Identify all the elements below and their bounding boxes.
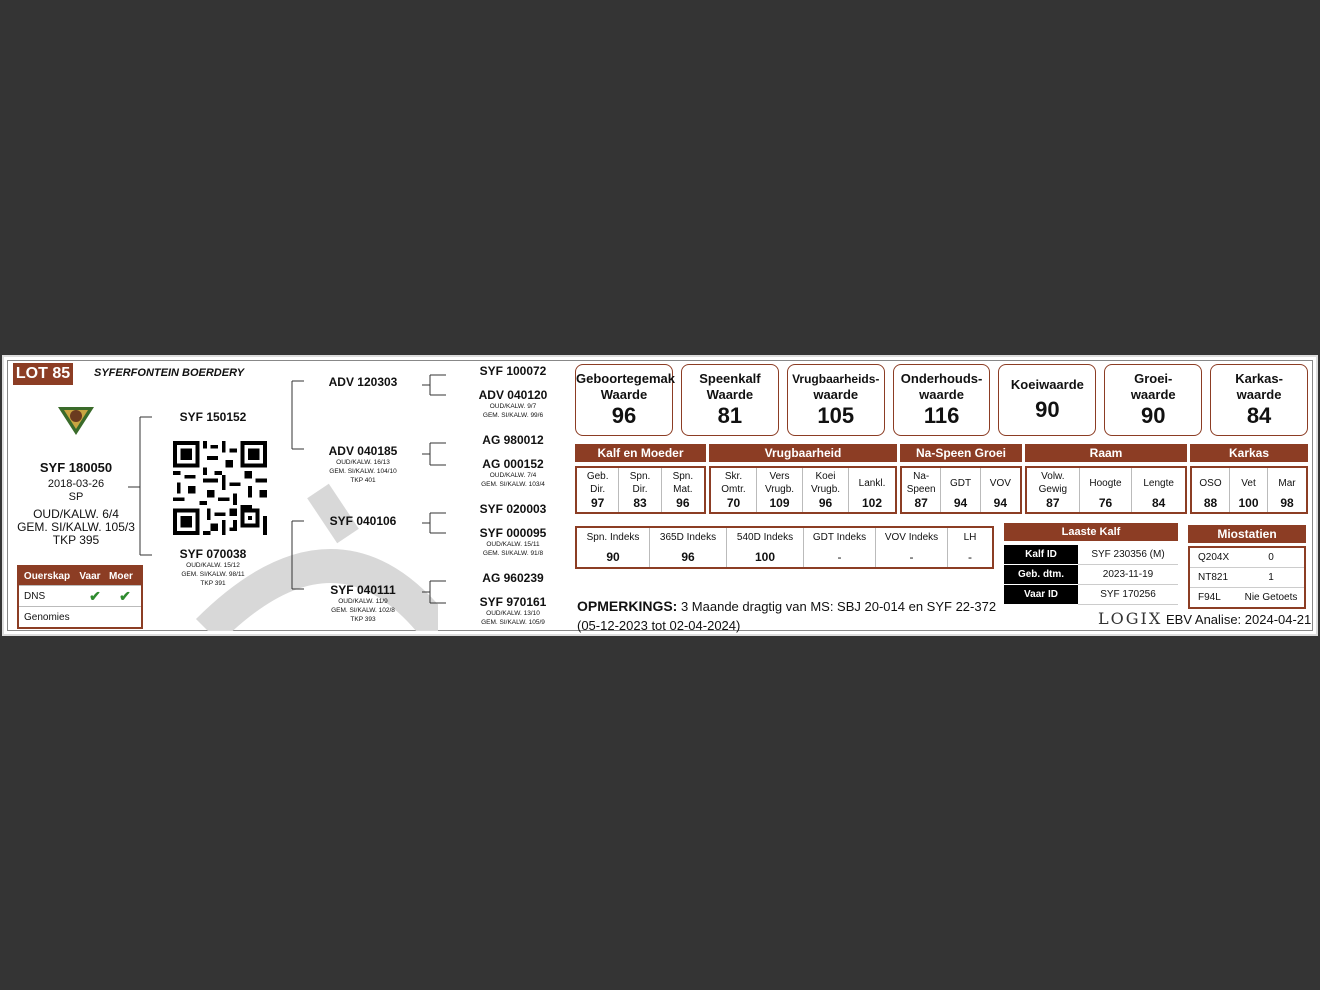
- myostatin-value: 1: [1268, 572, 1274, 583]
- ebv-cell: [711, 468, 757, 512]
- ebv-group-karkas: [1190, 466, 1308, 514]
- value-subtitle: waarde: [1130, 387, 1176, 402]
- ebv-value: 84: [1151, 496, 1166, 510]
- value-box-onderhoud: [893, 364, 991, 436]
- myostatin-key: NT821: [1198, 572, 1229, 583]
- ssd-gem: GEM. SI/KALW. 99/6: [482, 412, 544, 419]
- ebv-value: 96: [818, 496, 833, 510]
- index-cell: [876, 528, 948, 567]
- myostatin-title: Miostatien: [1188, 525, 1306, 543]
- ebv-cell: [941, 468, 980, 512]
- ebv-analysis-date: EBV Analise: 2024-04-21: [1166, 612, 1312, 627]
- dns-label: DNS: [24, 590, 46, 602]
- ebv-value: 70: [726, 496, 741, 510]
- index-value: -: [909, 550, 914, 564]
- ownership-header: [19, 567, 141, 585]
- ebv-value: 100: [1238, 496, 1259, 510]
- value-box-vrugbaarheid: [787, 364, 885, 436]
- dss-id: SYF 020003: [479, 502, 547, 516]
- dam-id: SYF 070038: [179, 547, 247, 561]
- sds-id: AG 980012: [482, 433, 544, 447]
- ebv-value: 96: [676, 496, 690, 510]
- genomies-label: Genomies: [24, 611, 70, 623]
- lot-badge: LOT 85: [13, 363, 73, 385]
- index-label: 365D Indeks: [659, 532, 717, 543]
- value-box-karkas: [1210, 364, 1308, 436]
- value-boxes: [575, 364, 1308, 436]
- value-number: 105: [817, 403, 855, 428]
- ds-id: SYF 040106: [329, 514, 397, 528]
- dds-id: AG 960239: [482, 571, 544, 585]
- ebv-label: Geb.: [586, 471, 609, 482]
- value-subtitle: Waarde: [600, 387, 648, 402]
- index-value: -: [968, 550, 972, 564]
- ebv-label: Vers: [769, 471, 790, 482]
- logix-logo: LOGIX: [1098, 609, 1163, 628]
- index-cell: [804, 528, 876, 567]
- ebv-label: GDT: [949, 478, 972, 489]
- value-title: Vrugbaarheids-: [792, 372, 880, 386]
- dam-block: [158, 547, 268, 588]
- last-calf-row: [1004, 565, 1178, 585]
- dd-id: SYF 040111: [330, 583, 396, 597]
- index-value: 90: [606, 550, 620, 564]
- sdd-id: AG 000152: [482, 457, 544, 471]
- breed-code: SP: [68, 491, 84, 503]
- dd-oud-kalw: OUD/KALW. 11/9: [338, 598, 388, 605]
- ebv-label2: Speen: [906, 483, 936, 495]
- ebv-cell: [1132, 468, 1185, 512]
- value-number: 90: [1035, 397, 1060, 422]
- ebv-cell: [1080, 468, 1133, 512]
- sd-gem: GEM. SI/KALW. 104/10: [329, 468, 397, 475]
- ebv-value: 109: [769, 496, 790, 510]
- value-title: Karkas-: [1235, 371, 1283, 386]
- ebv-label: Lengte: [1143, 478, 1174, 489]
- last-calf-value: 2023-11-19: [1078, 565, 1178, 585]
- last-calf-value: SYF 170256: [1078, 585, 1178, 605]
- sdd-oud-kalw: OUD/KALW. 7/4: [489, 472, 537, 479]
- ebv-value: 94: [953, 496, 968, 510]
- ss-id: ADV 120303: [328, 375, 398, 389]
- ebv-label2: Gewig: [1038, 483, 1068, 495]
- oud-kalw: OUD/KALW. 6/4: [33, 507, 119, 521]
- ebv-cell: [1027, 468, 1080, 512]
- dd-tkp: TKP 393: [350, 616, 376, 623]
- ebv-label2: Vrugb.: [810, 483, 841, 495]
- ebv-label2: Omtr.: [721, 483, 746, 495]
- ebv-value: 76: [1098, 496, 1113, 510]
- ebv-label: Volw.: [1041, 471, 1065, 482]
- dsd-gem: GEM. SI/KALW. 91/8: [482, 550, 544, 557]
- section-vrugbaarheid: Vrugbaarheid: [709, 444, 897, 462]
- ddd-block: [463, 595, 563, 627]
- index-table: [575, 526, 994, 569]
- ebv-value: 83: [633, 496, 647, 510]
- ebv-group-vrugbaarheid: [709, 466, 897, 514]
- ddd-id: SYF 970161: [479, 595, 547, 609]
- section-raam: Raam: [1025, 444, 1187, 462]
- last-calf-row: [1004, 585, 1178, 605]
- ebv-label: Mar: [1278, 478, 1296, 489]
- last-calf-value: SYF 230356 (M): [1078, 545, 1178, 565]
- myostatin-row: [1190, 568, 1304, 588]
- animal-id: SYF 180050: [39, 460, 113, 475]
- moer-label: Moer: [109, 570, 133, 582]
- ebv-cell: [1230, 468, 1268, 512]
- value-box-koeiwaarde: [998, 364, 1096, 436]
- ddd-oud-kalw: OUD/KALW. 13/10: [486, 610, 540, 617]
- ebv-label: Lankl.: [858, 478, 886, 489]
- myostatin-row: [1190, 588, 1304, 607]
- index-value: 96: [681, 550, 695, 564]
- sd-oud-kalw: OUD/KALW. 16/13: [336, 459, 390, 466]
- ebv-value: 94: [993, 496, 1008, 510]
- dsd-oud-kalw: OUD/KALW. 15/11: [486, 541, 540, 548]
- ssd-oud-kalw: OUD/KALW. 9/7: [489, 403, 537, 410]
- myostatin-value: 0: [1268, 552, 1274, 563]
- myostatin-row: [1190, 548, 1304, 568]
- value-title: Speenkalf: [699, 371, 761, 386]
- sire-id: SYF 150152: [179, 410, 247, 424]
- section-karkas: Karkas: [1190, 444, 1308, 462]
- myostatin-key: F94L: [1198, 592, 1221, 603]
- animal-info: [16, 461, 136, 547]
- ebv-value: 102: [861, 496, 883, 510]
- moer-check-icon: ✔: [119, 587, 131, 604]
- ebv-label: OSO: [1199, 478, 1222, 489]
- ebv-label2: Mat.: [673, 483, 693, 495]
- value-number: 90: [1140, 403, 1166, 428]
- ebv-label: Skr.: [724, 471, 743, 482]
- birth-date: 2018-03-26: [47, 478, 105, 490]
- ebv-value: 97: [590, 496, 605, 510]
- card-inner: [7, 360, 1313, 631]
- ebv-label2: Dir.: [590, 483, 606, 495]
- tkp: TKP 395: [52, 533, 100, 547]
- last-calf-row: [1004, 545, 1178, 565]
- index-cell: [577, 528, 650, 567]
- remarks: [577, 597, 997, 635]
- ebv-value: 87: [914, 496, 928, 510]
- myostatin-value: Nie Getoets: [1244, 592, 1298, 603]
- myostatin-key: Q204X: [1198, 552, 1230, 563]
- dam-oud-kalw: OUD/KALW. 15/12: [186, 562, 240, 569]
- value-box-geboortegemak: [575, 364, 673, 436]
- ddd-gem: GEM. SI/KALW. 105/9: [481, 619, 545, 626]
- sd-id: ADV 040185: [328, 444, 398, 458]
- value-box-speenkalf: [681, 364, 779, 436]
- ebv-label: Spn.: [629, 471, 651, 482]
- dsd-id: SYF 000095: [479, 526, 547, 540]
- breeder-logo-icon: [56, 401, 96, 439]
- ebv-label: Koei: [815, 471, 836, 482]
- index-value: 100: [754, 550, 776, 564]
- sdd-block: [463, 457, 563, 489]
- ebv-cell: [662, 468, 704, 512]
- ebv-label: VOV: [989, 478, 1011, 489]
- ebv-value: 88: [1203, 496, 1218, 510]
- ebv-cell: [1192, 468, 1230, 512]
- ebv-label2: Dir.: [632, 483, 648, 495]
- remarks-text: 3 Maande dragtig van MS: SBJ 20-014 en SYF 22-372 (05-12-2023 tot 02-04-2024): [577, 599, 997, 633]
- value-number: 81: [717, 403, 743, 428]
- last-calf-key: Kalf ID: [1004, 545, 1078, 564]
- index-label: GDT Indeks: [812, 532, 867, 543]
- index-label: VOV Indeks: [884, 532, 939, 543]
- remarks-label: OPMERKINGS:: [577, 598, 678, 614]
- last-calf-key: Vaar ID: [1004, 585, 1078, 604]
- myostatin-body: [1188, 546, 1306, 609]
- dd-block: [308, 583, 418, 624]
- ebv-label: Na-: [913, 471, 930, 482]
- sd-tkp: TKP 401: [350, 477, 376, 484]
- value-subtitle: waarde: [919, 387, 964, 402]
- value-title: Geboortegemak: [576, 371, 675, 386]
- index-cell: [948, 528, 992, 567]
- qr-code-icon: [173, 441, 267, 535]
- ebv-value: 98: [1280, 496, 1294, 510]
- last-calf-title: Laaste Kalf: [1004, 523, 1178, 541]
- value-title: Onderhouds-: [900, 371, 983, 386]
- myostatin-table: [1188, 525, 1306, 609]
- ebv-label: Vet: [1241, 478, 1256, 489]
- sss-id: SYF 100072: [479, 364, 547, 378]
- ssd-id: ADV 040120: [478, 388, 548, 402]
- dam-tkp: TKP 391: [200, 580, 226, 587]
- index-label: LH: [963, 532, 977, 543]
- ebv-group-kalf-moeder: [575, 466, 706, 514]
- ebv-group-na-speen: [900, 466, 1022, 514]
- ebv-label: Hoogte: [1089, 478, 1122, 489]
- ebv-group-raam: [1025, 466, 1187, 514]
- dam-gem: GEM. SI/KALW. 98/11: [181, 571, 245, 578]
- index-cell: [650, 528, 727, 567]
- gem-si-kalw: GEM. SI/KALW. 105/3: [17, 520, 135, 534]
- ebv-label2: Vrugb.: [764, 483, 795, 495]
- ebv-cell: [757, 468, 803, 512]
- vaar-label: Vaar: [79, 570, 101, 582]
- value-number: 96: [611, 403, 637, 428]
- ssd-block: [463, 388, 563, 420]
- value-box-groei: [1104, 364, 1202, 436]
- index-value: -: [837, 550, 842, 564]
- value-title: Groei-: [1134, 371, 1173, 386]
- section-na-speen-groei: Na-Speen Groei: [900, 444, 1022, 462]
- sdd-gem: GEM. SI/KALW. 103/4: [481, 481, 545, 488]
- index-label: 540D Indeks: [736, 532, 794, 543]
- last-calf-table: [1004, 523, 1178, 605]
- dns-row: [19, 585, 141, 606]
- value-subtitle: waarde: [1236, 387, 1282, 402]
- ebv-cell: [902, 468, 941, 512]
- ouerskap-label: Ouerskap: [23, 570, 71, 582]
- ebv-value: 87: [1046, 496, 1060, 510]
- value-number: 116: [923, 403, 960, 428]
- ebv-cell: [1268, 468, 1306, 512]
- lot-card: [2, 355, 1318, 636]
- vaar-check-icon: ✔: [89, 587, 101, 604]
- breeder-name: SYFERFONTEIN BOERDERY: [94, 367, 245, 379]
- ebv-cell: [619, 468, 661, 512]
- section-kalf-en-moeder: Kalf en Moeder: [575, 444, 706, 462]
- dsd-block: [463, 526, 563, 558]
- index-cell: [727, 528, 804, 567]
- value-title: Koeiwaarde: [1010, 377, 1084, 392]
- value-number: 84: [1246, 403, 1272, 428]
- ebv-cell: [849, 468, 895, 512]
- value-subtitle: waarde: [813, 387, 859, 402]
- ebv-cell: [803, 468, 849, 512]
- genomies-row: [19, 606, 141, 627]
- dd-gem: GEM. SI/KALW. 102/8: [331, 607, 395, 614]
- ebv-cell: [981, 468, 1020, 512]
- sd-block: [308, 444, 418, 485]
- index-label: Spn. Indeks: [586, 532, 640, 543]
- last-calf-key: Geb. dtm.: [1004, 565, 1078, 584]
- ownership-table: [17, 565, 143, 629]
- ebv-label: Spn.: [672, 471, 694, 482]
- value-subtitle: Waarde: [706, 387, 754, 402]
- ebv-cell: [577, 468, 619, 512]
